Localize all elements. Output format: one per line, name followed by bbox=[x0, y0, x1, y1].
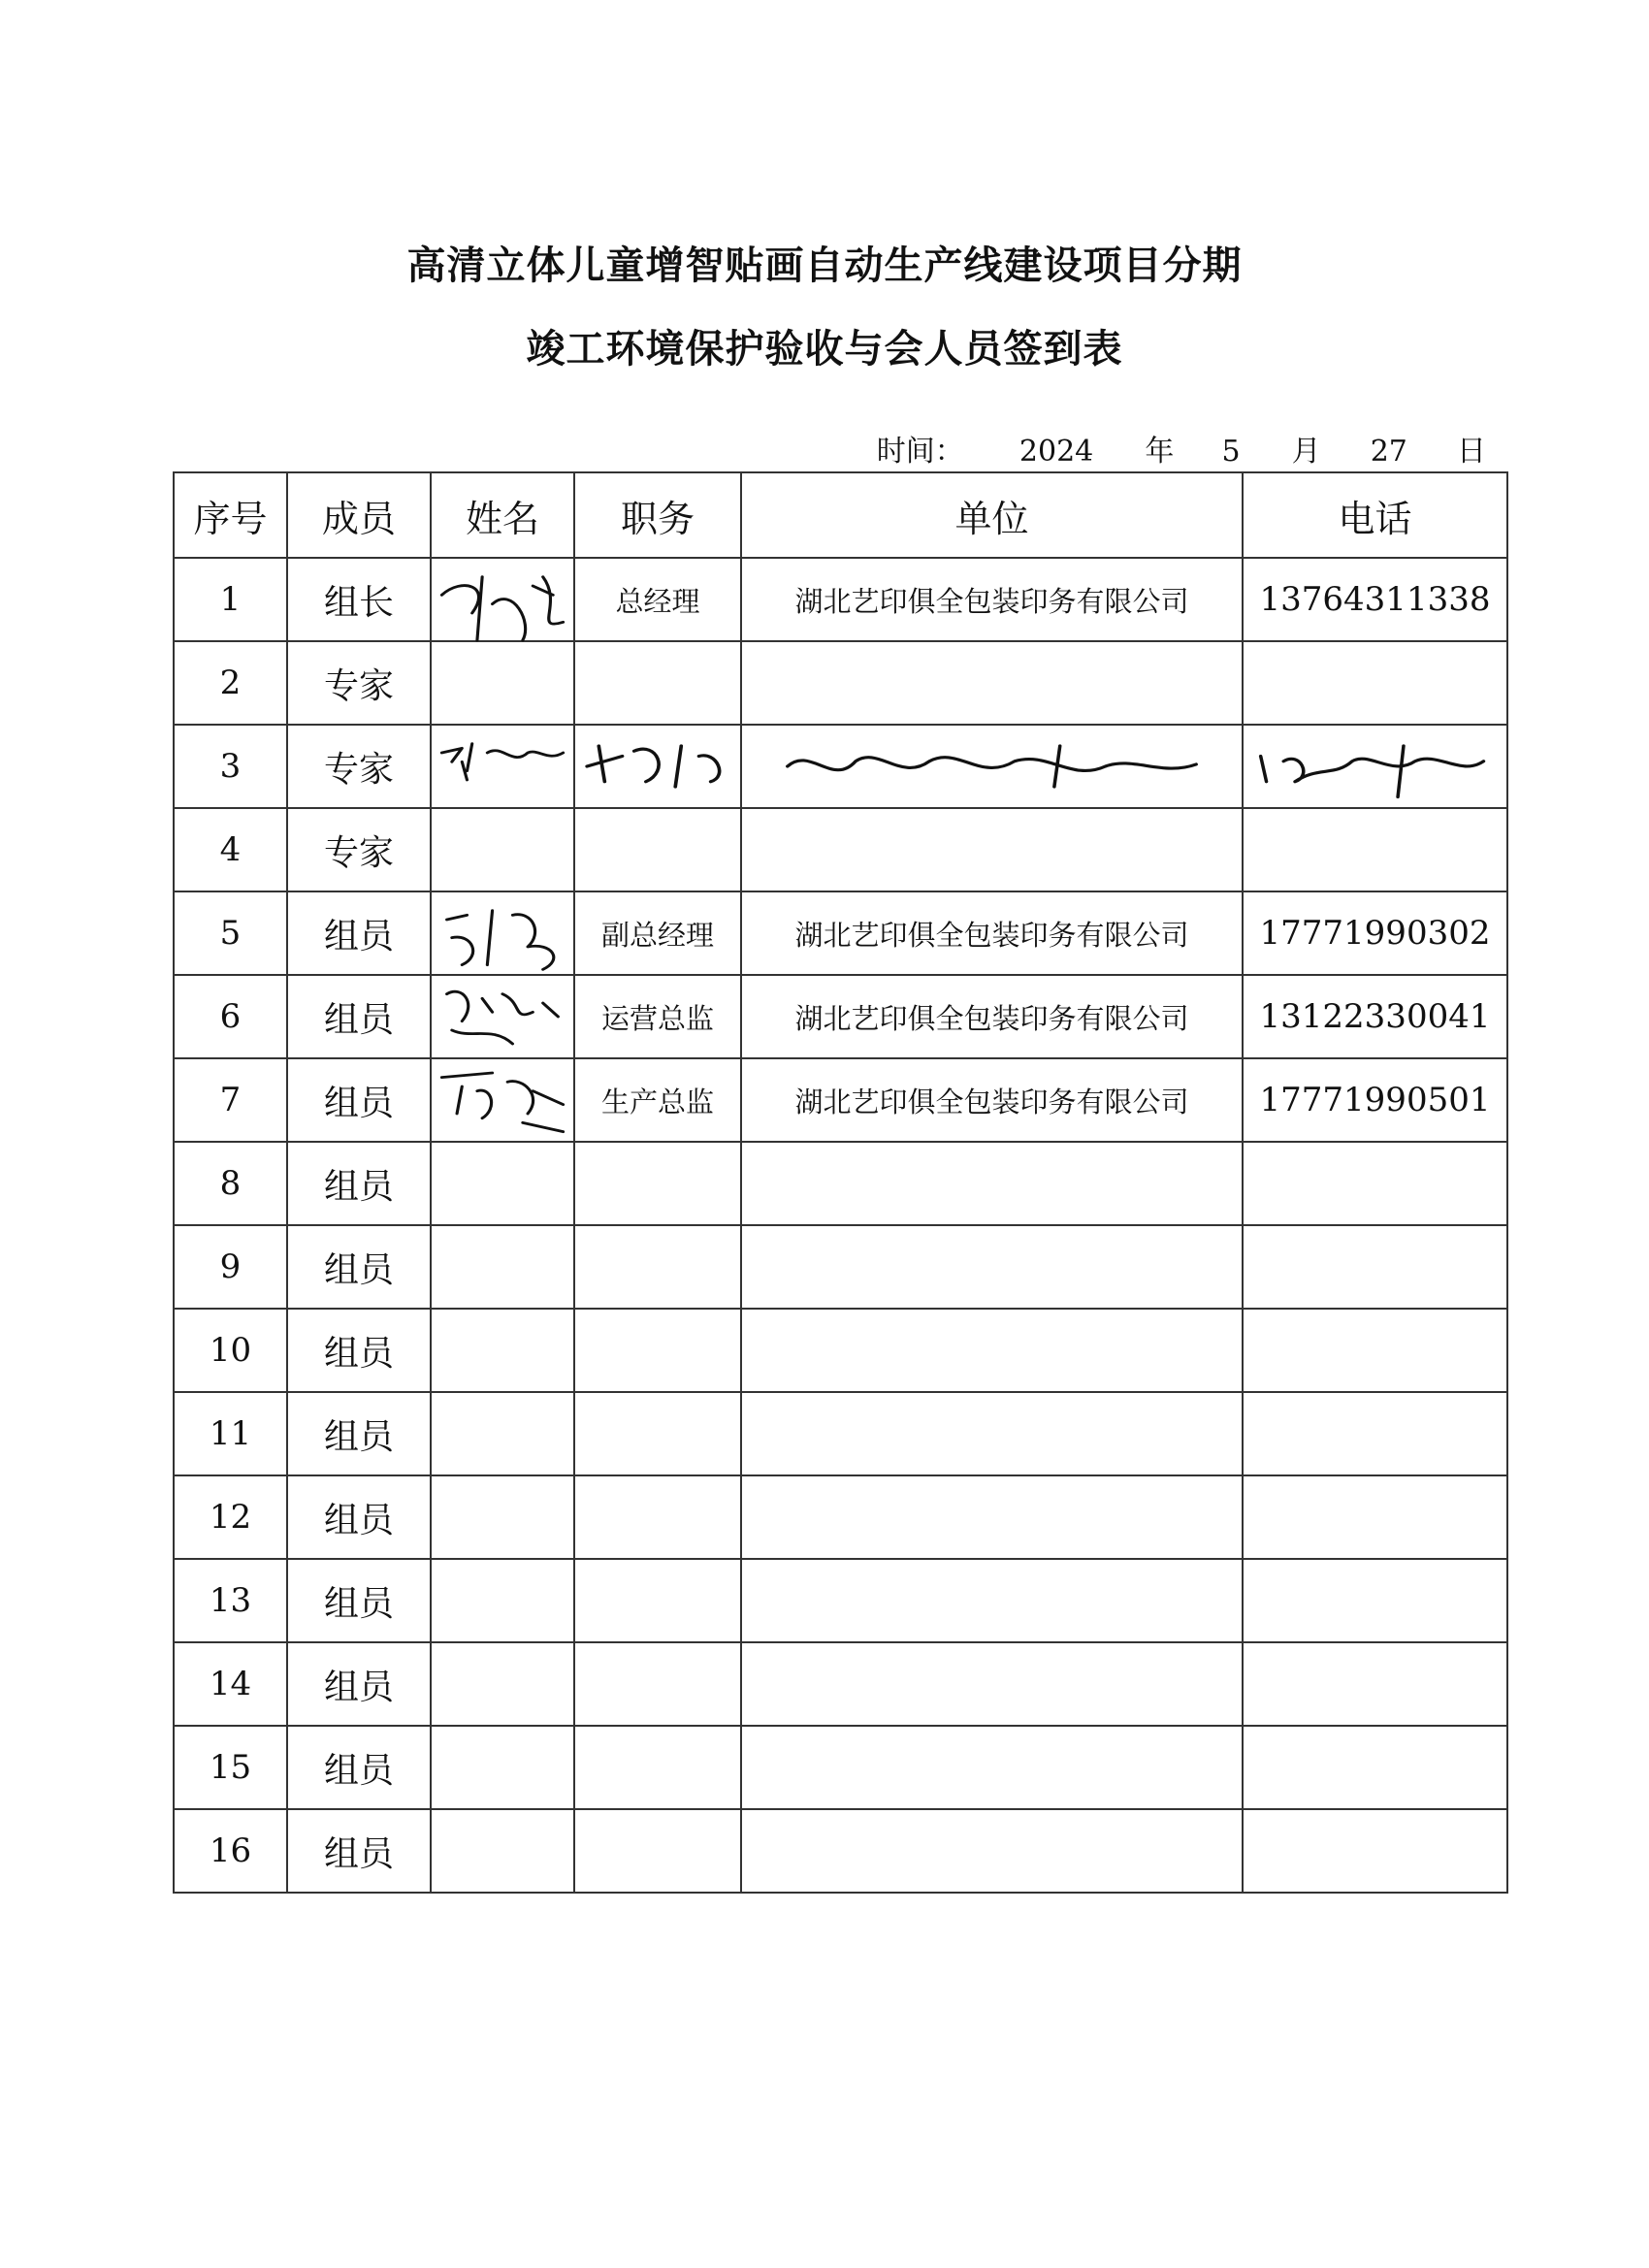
handwritten-position bbox=[575, 726, 740, 807]
date-day-unit: 日 bbox=[1457, 435, 1486, 469]
cell-role: 组员 bbox=[287, 1142, 431, 1225]
table-row bbox=[174, 725, 1507, 808]
cell-position bbox=[574, 1142, 741, 1225]
cell-unit: 湖北艺印俱全包装印务有限公司 bbox=[741, 558, 1243, 641]
cell-role: 专家 bbox=[287, 725, 431, 808]
cell-phone bbox=[1243, 725, 1507, 808]
header-name: 姓名 bbox=[431, 472, 574, 558]
cell-role: 组员 bbox=[287, 1475, 431, 1559]
handwritten-phone bbox=[1244, 726, 1506, 807]
cell-no: 9 bbox=[174, 1225, 287, 1309]
cell-unit bbox=[741, 808, 1243, 891]
cell-no: 1 bbox=[174, 558, 287, 641]
cell-unit bbox=[741, 1142, 1243, 1225]
table-row bbox=[174, 1309, 1507, 1392]
cell-name bbox=[431, 558, 574, 641]
cell-no: 5 bbox=[174, 891, 287, 975]
cell-position bbox=[574, 1809, 741, 1893]
cell-role: 组员 bbox=[287, 1726, 431, 1809]
cell-no: 13 bbox=[174, 1559, 287, 1642]
cell-name bbox=[431, 1225, 574, 1309]
cell-name bbox=[431, 1559, 574, 1642]
cell-unit bbox=[741, 1225, 1243, 1309]
cell-phone bbox=[1243, 1225, 1507, 1309]
cell-no: 2 bbox=[174, 641, 287, 725]
document-title: 高清立体儿童增智贴画自动生产线建设项目分期 bbox=[406, 243, 1243, 288]
cell-no: 3 bbox=[174, 725, 287, 808]
cell-unit bbox=[741, 1809, 1243, 1893]
table-row bbox=[174, 808, 1507, 891]
signature-image bbox=[432, 976, 573, 1057]
cell-role: 组员 bbox=[287, 1392, 431, 1475]
cell-role: 组员 bbox=[287, 1559, 431, 1642]
cell-name bbox=[431, 725, 574, 808]
table-row bbox=[174, 1559, 1507, 1642]
cell-position bbox=[574, 725, 741, 808]
table-row bbox=[174, 1809, 1507, 1893]
cell-position: 生产总监 bbox=[574, 1058, 741, 1142]
cell-phone: 17771990302 bbox=[1243, 891, 1507, 975]
cell-role: 组员 bbox=[287, 975, 431, 1058]
table-row bbox=[174, 975, 1507, 1058]
cell-role: 专家 bbox=[287, 808, 431, 891]
cell-unit: 湖北艺印俱全包装印务有限公司 bbox=[741, 975, 1243, 1058]
cell-role: 组员 bbox=[287, 1058, 431, 1142]
cell-unit bbox=[741, 1642, 1243, 1726]
signature-image bbox=[432, 726, 573, 807]
table-row bbox=[174, 641, 1507, 725]
handwritten-unit bbox=[742, 726, 1242, 807]
cell-name bbox=[431, 1809, 574, 1893]
cell-role: 组员 bbox=[287, 1809, 431, 1893]
signature-image bbox=[432, 559, 573, 640]
cell-role: 组长 bbox=[287, 558, 431, 641]
cell-name bbox=[431, 1392, 574, 1475]
header-position: 职务 bbox=[574, 472, 741, 558]
cell-unit: 湖北艺印俱全包装印务有限公司 bbox=[741, 1058, 1243, 1142]
table-row bbox=[174, 558, 1507, 641]
cell-unit bbox=[741, 725, 1243, 808]
cell-unit: 湖北艺印俱全包装印务有限公司 bbox=[741, 891, 1243, 975]
cell-unit bbox=[741, 1475, 1243, 1559]
document-subtitle: 竣工环境保护验收与会人员签到表 bbox=[526, 327, 1123, 372]
cell-phone: 17771990501 bbox=[1243, 1058, 1507, 1142]
cell-phone bbox=[1243, 1392, 1507, 1475]
cell-unit bbox=[741, 1559, 1243, 1642]
table-row bbox=[174, 1726, 1507, 1809]
cell-no: 8 bbox=[174, 1142, 287, 1225]
cell-name bbox=[431, 1642, 574, 1726]
cell-unit bbox=[741, 1726, 1243, 1809]
header-phone: 电话 bbox=[1243, 472, 1507, 558]
table-row bbox=[174, 891, 1507, 975]
cell-no: 15 bbox=[174, 1726, 287, 1809]
cell-name bbox=[431, 641, 574, 725]
table-header-row bbox=[174, 472, 1507, 558]
table-row bbox=[174, 1392, 1507, 1475]
cell-role: 组员 bbox=[287, 891, 431, 975]
cell-no: 16 bbox=[174, 1809, 287, 1893]
signature-image bbox=[432, 892, 573, 974]
cell-no: 11 bbox=[174, 1392, 287, 1475]
cell-no: 6 bbox=[174, 975, 287, 1058]
cell-no: 10 bbox=[174, 1309, 287, 1392]
cell-phone bbox=[1243, 1809, 1507, 1893]
cell-no: 14 bbox=[174, 1642, 287, 1726]
date-month: 5 bbox=[1221, 435, 1241, 469]
table-row bbox=[174, 1058, 1507, 1142]
table-row bbox=[174, 1225, 1507, 1309]
cell-unit bbox=[741, 641, 1243, 725]
cell-role: 组员 bbox=[287, 1309, 431, 1392]
cell-position bbox=[574, 1475, 741, 1559]
cell-phone bbox=[1243, 1726, 1507, 1809]
cell-phone: 13122330041 bbox=[1243, 975, 1507, 1058]
cell-name bbox=[431, 1058, 574, 1142]
cell-role: 组员 bbox=[287, 1225, 431, 1309]
date-year-unit: 年 bbox=[1145, 435, 1175, 469]
cell-position: 总经理 bbox=[574, 558, 741, 641]
cell-name bbox=[431, 808, 574, 891]
date-day: 27 bbox=[1370, 435, 1407, 469]
cell-no: 12 bbox=[174, 1475, 287, 1559]
cell-name bbox=[431, 1475, 574, 1559]
header-unit: 单位 bbox=[741, 472, 1243, 558]
cell-position bbox=[574, 1392, 741, 1475]
cell-phone: 13764311338 bbox=[1243, 558, 1507, 641]
sign-in-table bbox=[173, 471, 1508, 1894]
cell-position bbox=[574, 1559, 741, 1642]
cell-position bbox=[574, 1225, 741, 1309]
date-year: 2024 bbox=[1018, 435, 1094, 469]
cell-position bbox=[574, 808, 741, 891]
cell-name bbox=[431, 975, 574, 1058]
header-no: 序号 bbox=[174, 472, 287, 558]
header-role: 成员 bbox=[287, 472, 431, 558]
table-row bbox=[174, 1642, 1507, 1726]
cell-phone bbox=[1243, 1309, 1507, 1392]
cell-position bbox=[574, 1309, 741, 1392]
date-month-unit: 月 bbox=[1291, 435, 1321, 469]
table-row bbox=[174, 1475, 1507, 1559]
signature-image bbox=[432, 1059, 573, 1141]
cell-position: 运营总监 bbox=[574, 975, 741, 1058]
date-line bbox=[877, 427, 1486, 470]
cell-unit bbox=[741, 1309, 1243, 1392]
cell-phone bbox=[1243, 641, 1507, 725]
cell-no: 7 bbox=[174, 1058, 287, 1142]
cell-position: 副总经理 bbox=[574, 891, 741, 975]
cell-phone bbox=[1243, 808, 1507, 891]
cell-phone bbox=[1243, 1475, 1507, 1559]
cell-phone bbox=[1243, 1642, 1507, 1726]
cell-no: 4 bbox=[174, 808, 287, 891]
cell-position bbox=[574, 1642, 741, 1726]
cell-phone bbox=[1243, 1142, 1507, 1225]
cell-position bbox=[574, 641, 741, 725]
cell-role: 专家 bbox=[287, 641, 431, 725]
cell-unit bbox=[741, 1392, 1243, 1475]
cell-position bbox=[574, 1726, 741, 1809]
cell-name bbox=[431, 1309, 574, 1392]
date-label: 时间： bbox=[876, 435, 964, 469]
cell-name bbox=[431, 1142, 574, 1225]
cell-role: 组员 bbox=[287, 1642, 431, 1726]
table-row bbox=[174, 1142, 1507, 1225]
cell-name bbox=[431, 891, 574, 975]
cell-name bbox=[431, 1726, 574, 1809]
cell-phone bbox=[1243, 1559, 1507, 1642]
